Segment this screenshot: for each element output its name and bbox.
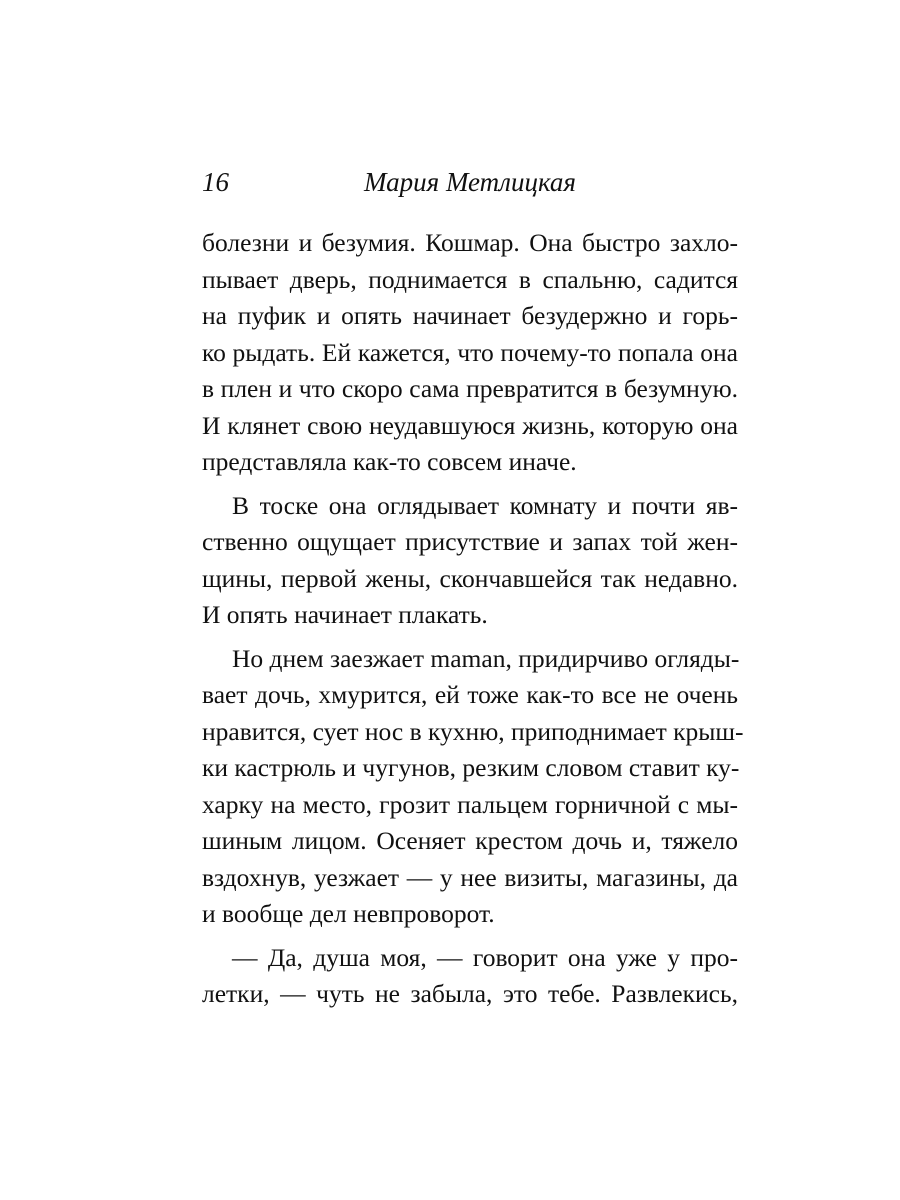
text-line: — Да, душа моя, — говорит она уже у про- xyxy=(232,942,738,972)
text-line: ственно ощущает присутствие и запах той жен- xyxy=(202,527,738,556)
text-line: ки кастрюль и чугунов, резким словом ставит ку- xyxy=(202,753,740,782)
paragraph-4 xyxy=(202,940,738,1013)
running-head xyxy=(202,162,738,202)
paragraph-gap xyxy=(202,933,738,940)
text-line: нравится, сует нос в кухню, приподнимает крыш- xyxy=(202,716,744,746)
text-line: вздохнув, уезжает — у нее визиты, магазины, да xyxy=(202,862,738,892)
paragraph-2 xyxy=(202,488,738,634)
paragraph-gap xyxy=(202,634,738,641)
paragraph-gap xyxy=(202,481,738,488)
paragraph-3 xyxy=(202,641,744,933)
text-line: в плен и что скоро сама превратится в безумную. xyxy=(202,374,738,403)
text-line: щины, первой жены, скончавшейся так недавно. xyxy=(202,563,738,593)
text-line: В тоске она оглядывает комнату и почти яв- xyxy=(232,490,738,520)
text-line: И опять начинает плакать. xyxy=(202,600,488,629)
text-line: харку на место, грозит пальцем горничной с мы- xyxy=(202,789,738,819)
text-line: представляла как-то совсем иначе. xyxy=(202,447,577,476)
text-line: И клянет свою неудавшуюся жизнь, которую она xyxy=(202,410,738,440)
page-number: 16 xyxy=(202,167,229,197)
text-line: болезни и безумия. Кошмар. Она быстро захло- xyxy=(202,228,738,257)
text-line: Но днем заезжает maman, придирчиво огляды- xyxy=(232,643,740,673)
text-line: вает дочь, хмурится, ей тоже как-то все не очень xyxy=(202,680,738,709)
text-line: шиным лицом. Осеняет крестом дочь и, тяжело xyxy=(202,826,738,855)
text-line: пывает дверь, поднимается в спальню, садится xyxy=(202,264,738,294)
body-text xyxy=(202,225,744,1013)
paragraph-1 xyxy=(202,225,738,481)
text-line: летки, — чуть не забыла, это тебе. Развлекись, xyxy=(202,979,738,1008)
text-line: ко рыдать. Ей кажется, что почему-то попала она xyxy=(202,337,738,367)
author-name: Мария Метлицкая xyxy=(364,167,576,197)
text-line: и вообще дел невпроворот. xyxy=(202,899,495,928)
text-line: на пуфик и опять начинает безудержно и горь- xyxy=(202,301,738,330)
